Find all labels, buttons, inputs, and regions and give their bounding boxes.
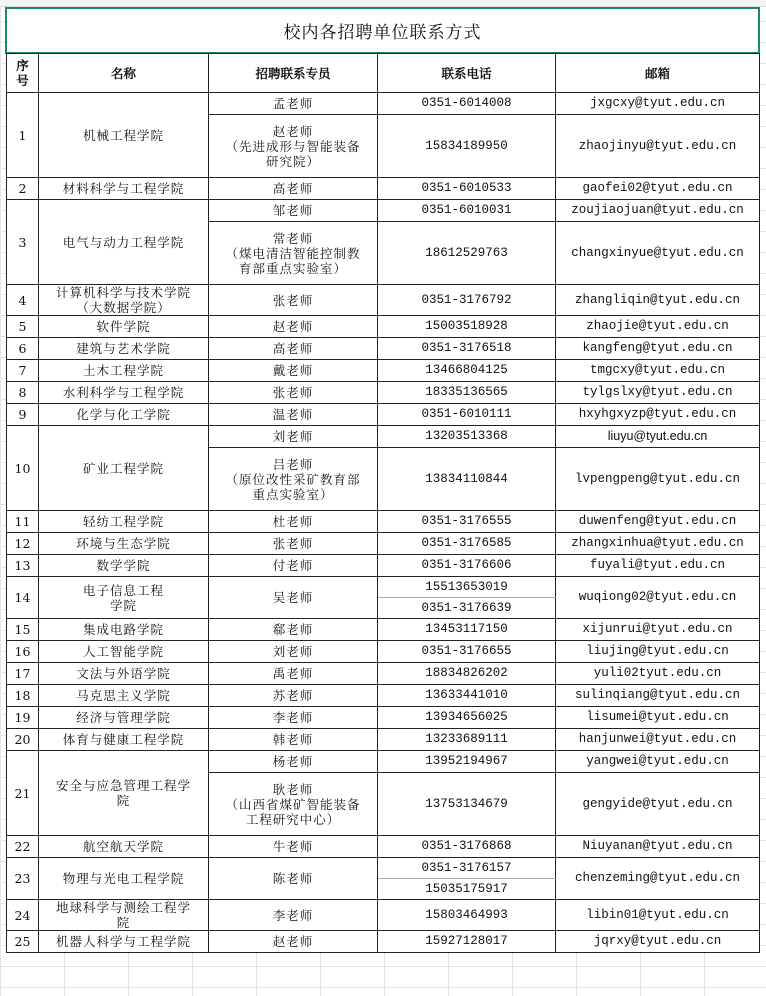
contact-person: 戴老师	[209, 360, 378, 382]
unit-name: 地球科学与测绘工程学 院	[39, 900, 209, 931]
email-address: fuyali@tyut.edu.cn	[556, 555, 760, 577]
row-number: 18	[7, 685, 39, 707]
row-number: 10	[7, 426, 39, 511]
email-address: tmgcxy@tyut.edu.cn	[556, 360, 760, 382]
phone-number: 15927128017	[378, 931, 556, 953]
unit-name: 经济与管理学院	[39, 707, 209, 729]
phone-number: 13466804125	[378, 360, 556, 382]
row-number: 16	[7, 641, 39, 663]
phone-number: 13934656025	[378, 707, 556, 729]
email-address: zhangxinhua@tyut.edu.cn	[556, 533, 760, 555]
unit-name: 水利科学与工程学院	[39, 382, 209, 404]
email-address: jqrxy@tyut.edu.cn	[556, 931, 760, 953]
unit-name: 航空航天学院	[39, 836, 209, 858]
row-number: 21	[7, 751, 39, 836]
page-title: 校内各招聘单位联系方式	[5, 7, 760, 54]
email-address: lisumei@tyut.edu.cn	[556, 707, 760, 729]
contact-person: 韩老师	[209, 729, 378, 751]
phone-number: 0351-3176157	[378, 858, 556, 879]
unit-name: 数学学院	[39, 555, 209, 577]
phone-number: 0351-6014008	[378, 93, 556, 115]
email-address: wuqiong02@tyut.edu.cn	[556, 577, 760, 619]
email-address: libin01@tyut.edu.cn	[556, 900, 760, 931]
unit-name: 电气与动力工程学院	[39, 200, 209, 285]
phone-number: 13233689111	[378, 729, 556, 751]
row-number: 6	[7, 338, 39, 360]
contact-person: 刘老师	[209, 641, 378, 663]
unit-name: 机器人科学与工程学院	[39, 931, 209, 953]
email-address: gaofei02@tyut.edu.cn	[556, 178, 760, 200]
unit-name: 轻纺工程学院	[39, 511, 209, 533]
table-row	[7, 338, 760, 360]
row-number: 14	[7, 577, 39, 619]
row-number: 5	[7, 316, 39, 338]
contact-person: 陈老师	[209, 858, 378, 900]
table-row	[7, 577, 760, 598]
unit-name: 土木工程学院	[39, 360, 209, 382]
row-number: 13	[7, 555, 39, 577]
email-address: yuli02tyut.edu.cn	[556, 663, 760, 685]
table-row	[7, 836, 760, 858]
contact-person: 耿老师 （山西省煤矿智能装备 工程研究中心）	[209, 773, 378, 836]
phone-number: 0351-3176792	[378, 285, 556, 316]
contact-person: 杜老师	[209, 511, 378, 533]
phone-number: 13633441010	[378, 685, 556, 707]
contacts-table	[6, 53, 760, 953]
table-row	[7, 511, 760, 533]
email-address: jxgcxy@tyut.edu.cn	[556, 93, 760, 115]
unit-name: 建筑与艺术学院	[39, 338, 209, 360]
header-seq: 序 号	[7, 54, 39, 93]
unit-name: 马克思主义学院	[39, 685, 209, 707]
phone-number: 0351-6010031	[378, 200, 556, 222]
row-number: 1	[7, 93, 39, 178]
table-row	[7, 685, 760, 707]
table-row	[7, 285, 760, 316]
contact-person: 吴老师	[209, 577, 378, 619]
unit-name: 物理与光电工程学院	[39, 858, 209, 900]
email-address: Niuyanan@tyut.edu.cn	[556, 836, 760, 858]
email-address: gengyide@tyut.edu.cn	[556, 773, 760, 836]
phone-number: 15003518928	[378, 316, 556, 338]
email-address: changxinyue@tyut.edu.cn	[556, 222, 760, 285]
row-number: 17	[7, 663, 39, 685]
unit-name: 化学与化工学院	[39, 404, 209, 426]
header-phone: 联系电话	[378, 54, 556, 93]
table-row	[7, 751, 760, 773]
unit-name: 集成电路学院	[39, 619, 209, 641]
contact-person: 付老师	[209, 555, 378, 577]
phone-number: 15803464993	[378, 900, 556, 931]
table-body	[7, 93, 760, 953]
unit-name: 材料科学与工程学院	[39, 178, 209, 200]
contact-person: 杨老师	[209, 751, 378, 773]
unit-name: 人工智能学院	[39, 641, 209, 663]
table-row	[7, 404, 760, 426]
row-number: 22	[7, 836, 39, 858]
contact-person: 张老师	[209, 382, 378, 404]
email-address: sulinqiang@tyut.edu.cn	[556, 685, 760, 707]
phone-number: 0351-3176655	[378, 641, 556, 663]
phone-number: 0351-3176606	[378, 555, 556, 577]
email-address: kangfeng@tyut.edu.cn	[556, 338, 760, 360]
email-address: tylgslxy@tyut.edu.cn	[556, 382, 760, 404]
table-row	[7, 533, 760, 555]
phone-number: 0351-3176585	[378, 533, 556, 555]
email-address: liujing@tyut.edu.cn	[556, 641, 760, 663]
row-number: 20	[7, 729, 39, 751]
header-email: 邮箱	[556, 54, 760, 93]
phone-number: 13834110844	[378, 448, 556, 511]
email-address: lvpengpeng@tyut.edu.cn	[556, 448, 760, 511]
table-row	[7, 360, 760, 382]
table-row	[7, 382, 760, 404]
table-row	[7, 729, 760, 751]
row-number: 12	[7, 533, 39, 555]
table-row	[7, 316, 760, 338]
table-row	[7, 663, 760, 685]
contact-person: 高老师	[209, 178, 378, 200]
contact-person: 张老师	[209, 533, 378, 555]
contact-person: 张老师	[209, 285, 378, 316]
contact-person: 邹老师	[209, 200, 378, 222]
contact-person: 赵老师	[209, 931, 378, 953]
table-row	[7, 93, 760, 115]
contact-person: 郗老师	[209, 619, 378, 641]
email-address: liuyu@tyut.edu.cn	[556, 426, 760, 448]
contact-person: 李老师	[209, 900, 378, 931]
email-address: hxyhgxyzp@tyut.edu.cn	[556, 404, 760, 426]
phone-number: 13453117150	[378, 619, 556, 641]
row-number: 11	[7, 511, 39, 533]
phone-number: 0351-3176868	[378, 836, 556, 858]
table-row	[7, 858, 760, 879]
row-number: 9	[7, 404, 39, 426]
table-row	[7, 619, 760, 641]
table-row	[7, 900, 760, 931]
email-address: hanjunwei@tyut.edu.cn	[556, 729, 760, 751]
table-row	[7, 555, 760, 577]
contact-person: 李老师	[209, 707, 378, 729]
header-name: 名称	[39, 54, 209, 93]
row-number: 7	[7, 360, 39, 382]
unit-name: 环境与生态学院	[39, 533, 209, 555]
unit-name: 计算机科学与技术学院 （大数据学院）	[39, 285, 209, 316]
phone-number: 18612529763	[378, 222, 556, 285]
unit-name: 体育与健康工程学院	[39, 729, 209, 751]
table-row	[7, 200, 760, 222]
email-address: zhaojie@tyut.edu.cn	[556, 316, 760, 338]
phone-number: 0351-6010533	[378, 178, 556, 200]
row-number: 15	[7, 619, 39, 641]
email-address: zoujiaojuan@tyut.edu.cn	[556, 200, 760, 222]
contact-person: 禹老师	[209, 663, 378, 685]
email-address: zhangliqin@tyut.edu.cn	[556, 285, 760, 316]
contact-person: 赵老师 （先进成形与智能装备 研究院）	[209, 115, 378, 178]
table-row	[7, 426, 760, 448]
email-address: xijunrui@tyut.edu.cn	[556, 619, 760, 641]
table-row	[7, 707, 760, 729]
row-number: 25	[7, 931, 39, 953]
email-address: yangwei@tyut.edu.cn	[556, 751, 760, 773]
table-row	[7, 931, 760, 953]
unit-name: 软件学院	[39, 316, 209, 338]
unit-name: 文法与外语学院	[39, 663, 209, 685]
row-number: 24	[7, 900, 39, 931]
contact-person: 刘老师	[209, 426, 378, 448]
contact-person: 温老师	[209, 404, 378, 426]
phone-number: 0351-3176555	[378, 511, 556, 533]
phone-number: 0351-6010111	[378, 404, 556, 426]
email-address: duwenfeng@tyut.edu.cn	[556, 511, 760, 533]
row-number: 19	[7, 707, 39, 729]
unit-name: 安全与应急管理工程学 院	[39, 751, 209, 836]
email-address: zhaojinyu@tyut.edu.cn	[556, 115, 760, 178]
contact-person: 吕老师 （原位改性采矿教育部 重点实验室）	[209, 448, 378, 511]
row-number: 4	[7, 285, 39, 316]
spreadsheet-top-strip	[0, 0, 766, 7]
table-header-row	[7, 54, 760, 93]
phone-number: 0351-3176518	[378, 338, 556, 360]
phone-number: 15834189950	[378, 115, 556, 178]
phone-number: 15513653019	[378, 577, 556, 598]
contact-person: 苏老师	[209, 685, 378, 707]
phone-number: 13203513368	[378, 426, 556, 448]
phone-number: 13753134679	[378, 773, 556, 836]
contact-person: 高老师	[209, 338, 378, 360]
contact-person: 常老师 （煤电清洁智能控制教 育部重点实验室）	[209, 222, 378, 285]
row-number: 3	[7, 200, 39, 285]
header-contact: 招聘联系专员	[209, 54, 378, 93]
unit-name: 矿业工程学院	[39, 426, 209, 511]
row-number: 8	[7, 382, 39, 404]
contact-person: 孟老师	[209, 93, 378, 115]
unit-name: 机械工程学院	[39, 93, 209, 178]
table-row	[7, 641, 760, 663]
phone-number: 18834826202	[378, 663, 556, 685]
table-row	[7, 178, 760, 200]
contact-person: 牛老师	[209, 836, 378, 858]
phone-number: 15035175917	[378, 879, 556, 900]
row-number: 23	[7, 858, 39, 900]
phone-number: 13952194967	[378, 751, 556, 773]
unit-name: 电子信息工程 学院	[39, 577, 209, 619]
email-address: chenzeming@tyut.edu.cn	[556, 858, 760, 900]
phone-number: 18335136565	[378, 382, 556, 404]
phone-number: 0351-3176639	[378, 598, 556, 619]
contact-person: 赵老师	[209, 316, 378, 338]
row-number: 2	[7, 178, 39, 200]
